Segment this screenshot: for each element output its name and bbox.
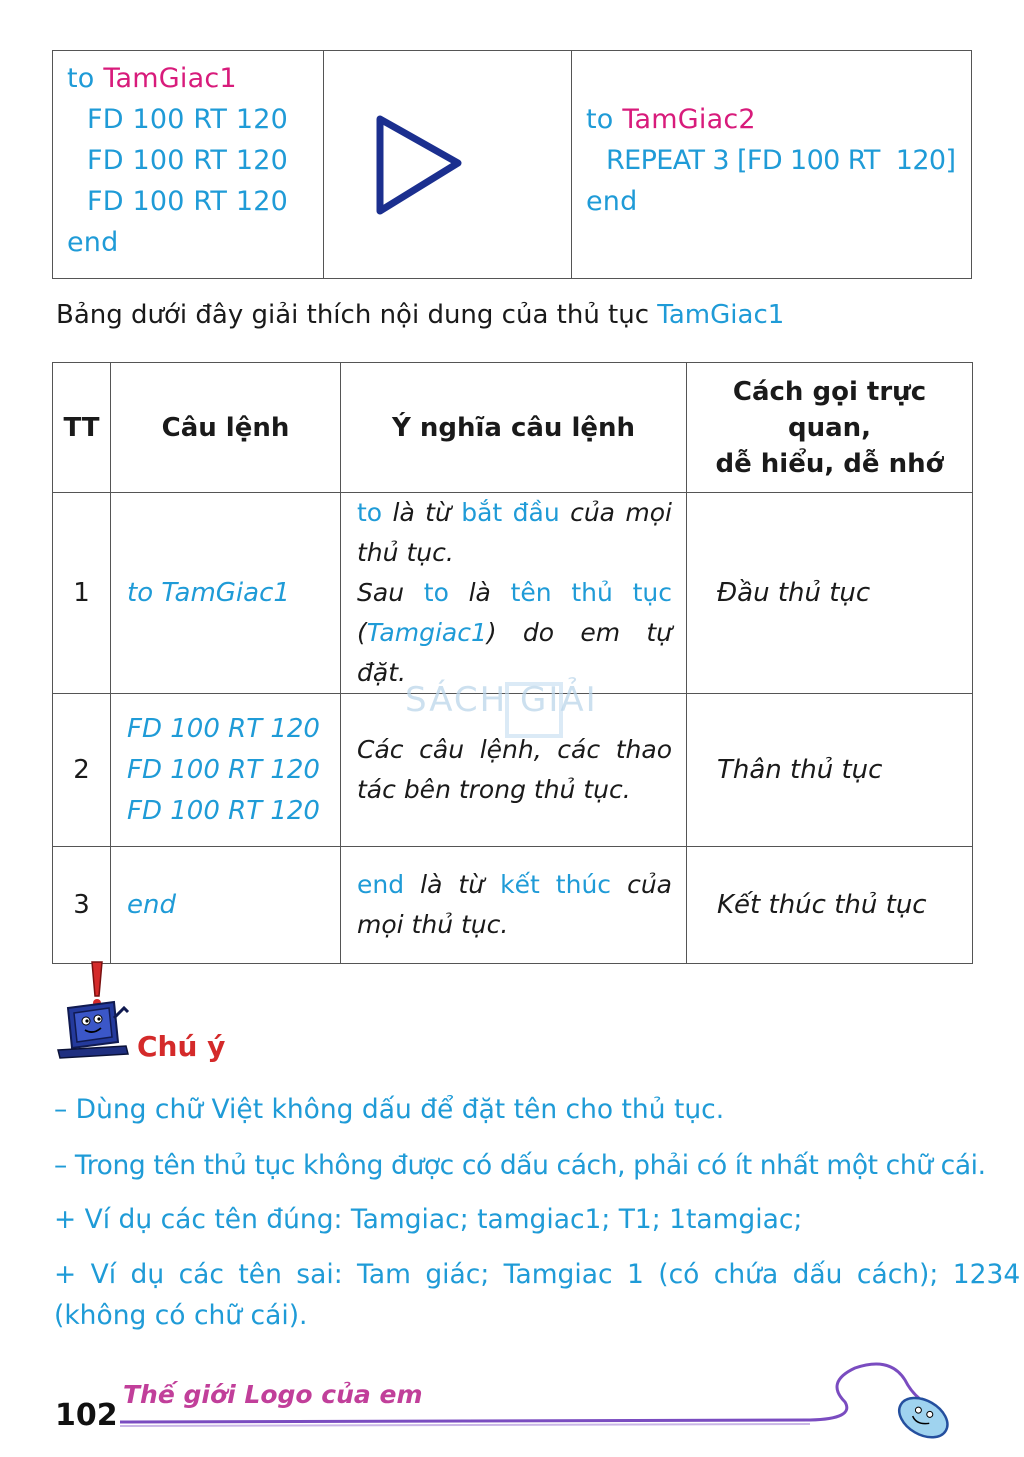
header-tt: TT: [53, 363, 111, 493]
meaning-keyword: tên thủ tục: [510, 578, 672, 607]
code-line: end: [67, 227, 119, 258]
meaning-keyword: to: [423, 578, 449, 607]
meaning-text: Sau: [357, 578, 424, 607]
code-line: FD 100 RT 120: [87, 186, 289, 217]
command-line: FD 100 RT 120: [127, 754, 320, 785]
header-easy-line: Cách gọi trực quan,: [732, 376, 927, 443]
meaning-text: (: [357, 618, 367, 647]
meaning-text: là từ: [382, 498, 462, 527]
meaning-text: của mọi thủ tục.: [357, 498, 672, 567]
note-line: + Ví dụ các tên đúng: Tamgiac; tamgiac1; T1; 1tamgiac;: [54, 1204, 803, 1235]
watermark: SÁCH GIẢI: [405, 680, 598, 720]
code-comparison-table: [52, 50, 972, 279]
header-easy-name: [687, 363, 973, 493]
header-command: Câu lệnh: [111, 363, 341, 493]
row-command: end: [111, 847, 341, 964]
table-intro: [56, 300, 784, 330]
procedure-name: TamGiac2: [622, 104, 756, 135]
row-command: [111, 694, 341, 847]
row-command: to TamGiac1: [111, 493, 341, 694]
meaning-text: của mọi thủ tục.: [357, 870, 672, 939]
code-line: [67, 63, 237, 94]
row-number: 2: [53, 694, 111, 847]
header-meaning: Ý nghĩa câu lệnh: [341, 363, 687, 493]
table-header-row: [53, 363, 973, 493]
keyword-to: to: [586, 104, 614, 135]
meaning-keyword: kết thúc: [500, 870, 612, 899]
code-line: [586, 104, 756, 135]
row-meaning: [341, 847, 687, 964]
meaning-paragraph: [357, 573, 672, 693]
keyword-to: to: [67, 63, 95, 94]
meaning-text: là từ: [404, 870, 501, 899]
code-cell-tamgiac1: [53, 51, 324, 278]
code-cell-triangle: [324, 51, 572, 278]
book-title: Thế giới Logo của em: [123, 1380, 423, 1409]
page-number: 102: [55, 1398, 118, 1433]
row-easy-name: Đầu thủ tục: [687, 493, 973, 694]
meaning-keyword: end: [357, 870, 405, 899]
code-cell-tamgiac2: [572, 51, 971, 278]
meaning-keyword: to: [357, 498, 383, 527]
row-easy-name: Thân thủ tục: [687, 694, 973, 847]
note-line: (không có chữ cái).: [54, 1300, 308, 1331]
row-number: 3: [53, 847, 111, 964]
code-line: FD 100 RT 120: [87, 145, 289, 176]
row-number: 1: [53, 493, 111, 694]
note-line: + Ví dụ các tên sai: Tam giác; Tamgiac 1 (có chứa dấu cách); 1234: [54, 1259, 1021, 1290]
row-meaning: [341, 493, 687, 694]
meaning-text: là: [448, 578, 511, 607]
note-title: Chú ý: [137, 1030, 226, 1063]
header-easy-line: dễ hiểu, dễ nhớ: [715, 448, 944, 479]
meaning-text: ) do em tự đặt.: [357, 618, 672, 687]
intro-procedure-name: TamGiac1: [657, 300, 785, 330]
code-line: FD 100 RT 120: [87, 104, 289, 135]
table-row: [53, 847, 973, 964]
meaning-keyword: bắt đầu: [461, 498, 560, 527]
command-line: FD 100 RT 120: [127, 713, 320, 744]
meaning-paragraph: [357, 493, 672, 573]
code-line: REPEAT 3 [FD 100 RT 120]: [606, 145, 956, 176]
row-easy-name: Kết thúc thủ tục: [687, 847, 973, 964]
computer-mascot-icon: [52, 958, 136, 1062]
procedure-name: TamGiac1: [103, 63, 237, 94]
triangle-icon: [372, 111, 472, 221]
note-line: – Trong tên thủ tục không được có dấu cách, phải có ít nhất một chữ cái.: [54, 1150, 986, 1181]
row-meaning: Các câu lệnh, các thao tác bên trong thủ tục.: [341, 694, 687, 847]
note-line: – Dùng chữ Việt không dấu để đặt tên cho thủ tục.: [54, 1094, 725, 1125]
meaning-keyword: Tamgiac1: [366, 618, 487, 647]
intro-text: Bảng dưới đây giải thích nội dung của thủ tục: [56, 300, 658, 330]
command-line: FD 100 RT 120: [127, 795, 320, 826]
explanation-table: [52, 362, 973, 964]
code-line: end: [586, 186, 638, 217]
table-row: [53, 493, 973, 694]
